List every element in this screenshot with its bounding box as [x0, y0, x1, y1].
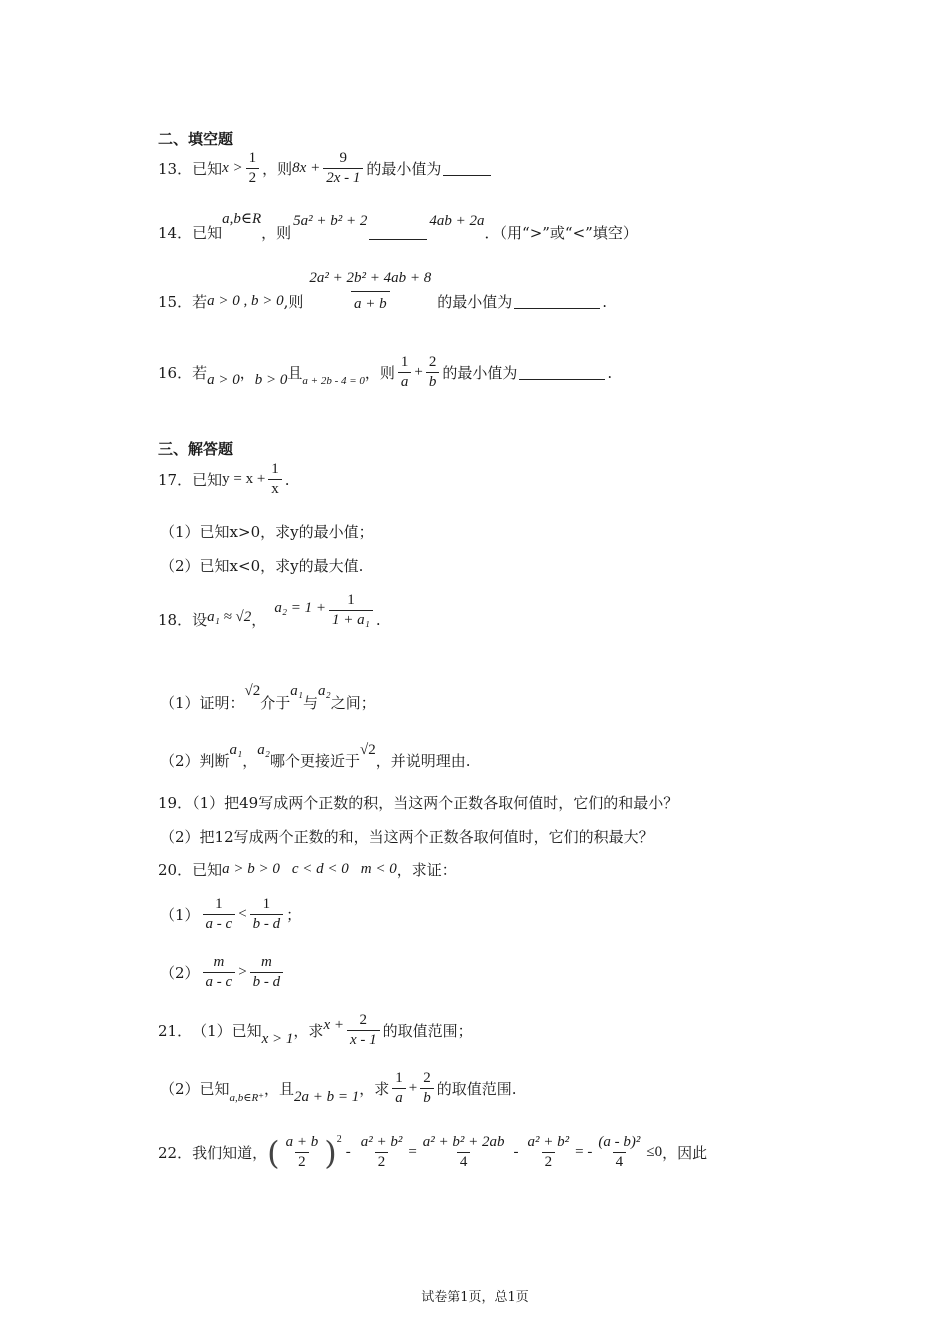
q18-p2-a2: a₂: [257, 742, 270, 758]
q20-p1-frac1: [203, 896, 236, 933]
q16-frac2-num: 2: [428, 354, 437, 370]
q15-frac-den: a + b: [351, 291, 390, 313]
q15-frac: [306, 270, 434, 313]
q21-p2-n2: 2: [423, 1070, 431, 1086]
q16-and: 且: [287, 364, 303, 382]
q22-t1-den: 2: [295, 1152, 309, 1171]
q18-frac: [329, 592, 373, 629]
q16-lead: 若: [192, 364, 208, 382]
q14-number: 14．: [158, 224, 193, 242]
q16-frac1-den: a: [398, 372, 412, 391]
q16-c1: a > 0: [207, 372, 240, 388]
q15-number: 15．: [158, 293, 193, 311]
q21-p2-cond: a,b∈R⁺: [229, 1092, 264, 1104]
q21-p2-c: 2a + b = 1: [293, 1089, 360, 1105]
q18-p2-sqrt: √2: [360, 742, 376, 758]
q13-expr-num: 9: [339, 150, 348, 166]
q18-number: 18．: [158, 611, 193, 629]
q14-answer-blank: [369, 225, 427, 240]
q21-p1-b: ，求: [293, 1022, 324, 1040]
q18-p1-a2: a₂: [318, 683, 331, 699]
q20-p2-frac2: [250, 954, 284, 991]
q20-part1: [160, 896, 301, 933]
q14-cond: a,b∈R: [222, 211, 262, 227]
question-18: [158, 591, 381, 630]
q18-lead: 设: [192, 611, 208, 629]
q19-line2: （2）把12写成两个正数的和，当这两个正数各取何值时，它们的积最大？: [160, 828, 654, 846]
question-22: 22． 我们知道， ( $\frac{a + b}{2}$ ) 2 - $\frac{\text{a² + b²}}{2}$ = $\frac{\text{a² + b² + 2ab}}{4}$ - $\frac{\text{a² + b²}}{2}$ = - $\frac{\text{(a - b)²}}{4}$ ≤0 ，因此: [158, 1133, 708, 1172]
q18-p2-a1: a₁: [229, 742, 243, 758]
q15-frac-num: 2a² + 2b² + 4ab + 8: [309, 270, 432, 286]
q18-p1-c: 介于: [260, 694, 291, 712]
question-13: [158, 150, 493, 187]
q22-t4: [525, 1134, 573, 1171]
q20-c1: a > b > 0: [222, 861, 280, 877]
q20-p1-frac2: [250, 896, 284, 933]
q21-p2-n1: 1: [395, 1070, 403, 1086]
q13-expr: 8x +: [292, 160, 321, 176]
q13-lead: 已知: [192, 160, 223, 178]
question-15: [158, 270, 607, 313]
q22-t5: [595, 1134, 643, 1171]
q21-p2-frac2: [420, 1070, 434, 1107]
q16-frac1: [398, 354, 412, 391]
q13-mid: ，则: [262, 160, 293, 178]
q18-sep: ，: [251, 611, 267, 629]
q19-line1: 19．（1）把49写成两个正数的积，当这两个正数各取何值时，它们的和最小？: [158, 794, 679, 812]
q20-p2-label: （2）: [160, 964, 200, 982]
q22-minus: -: [345, 1144, 351, 1160]
question-14: [158, 208, 638, 243]
q13-expr-frac: [323, 150, 363, 187]
q22-t3: [420, 1134, 508, 1171]
q17-part2: （2）已知x<0，求y的最大值.: [160, 557, 364, 575]
q14-left: 5a² + b² + 2: [293, 213, 368, 229]
q18-p2-a: （2）判断: [160, 752, 230, 770]
q20-part2: [160, 954, 286, 991]
q16-frac1-num: 1: [400, 354, 409, 370]
q18-p2-e: 哪个更接近于: [270, 752, 361, 770]
q17-end: .: [284, 470, 290, 489]
q22-t1-num: a + b: [285, 1134, 319, 1150]
question-16: [158, 354, 612, 391]
q20-p1-op: <: [238, 906, 247, 922]
q16-plus: +: [414, 364, 423, 380]
q13-cond-den: 2: [246, 168, 260, 187]
q16-c3: a + 2b - 4 = 0: [302, 374, 365, 387]
q21-p1-frac: [347, 1012, 380, 1049]
q20-p1-end: ；: [286, 906, 302, 924]
q15-cond: a > 0 , b > 0: [207, 293, 284, 309]
q20-p2-d1: a - c: [203, 972, 236, 991]
q20-lead: 已知: [192, 861, 223, 879]
q21-p2-b: ，且: [263, 1080, 294, 1098]
q20-p2-n1: m: [213, 954, 225, 970]
q21-p2-d1: a: [392, 1088, 406, 1107]
q21-p2-d: ，求: [359, 1080, 390, 1098]
q16-frac2-den: b: [426, 372, 440, 391]
q15-answer-blank: [514, 294, 600, 309]
q22-square: 2: [336, 1134, 342, 1145]
q18-p1-g: 之间；: [330, 694, 376, 712]
q22-t4-num: a² + b²: [527, 1134, 570, 1150]
q13-number: 13．: [158, 160, 193, 178]
q21-part2: （2）已知 a,b∈R⁺ ，且 2a + b = 1 ，求 $\frac{1}{a}$ + $\frac{2}{b}$ 的取值范围.: [160, 1070, 517, 1106]
q22-eq: =: [408, 1144, 417, 1160]
q18-part2: [160, 734, 471, 771]
q20-p2-d2: b - d: [250, 972, 284, 991]
q17-number: 17．: [158, 471, 193, 489]
q13-tail: 的最小值为: [366, 160, 442, 178]
q14-right: 4ab + 2a: [429, 213, 485, 229]
q14-mid: ，则: [261, 224, 292, 242]
page-footer: 试卷第1页，总1页: [421, 1290, 529, 1305]
question-20: [158, 859, 457, 880]
q20-c2: c < d < 0: [291, 861, 349, 877]
q20-p2-op: >: [238, 964, 247, 980]
q18-p1-e: 与: [303, 694, 319, 712]
q15-mid: ,则: [283, 293, 304, 311]
q22-le: ≤0: [646, 1144, 663, 1160]
q16-sep: ，: [239, 364, 255, 382]
q20-p1-d2: b - d: [250, 914, 284, 933]
q22-t4-den: 2: [542, 1152, 556, 1171]
q13-cond-num: 1: [248, 150, 257, 166]
q21-p1-expr: x +: [323, 1017, 344, 1033]
section-fill-blank: 二、填空题: [158, 130, 234, 148]
q20-p1-n1: 1: [215, 896, 223, 912]
q21-p2-d2: b: [420, 1088, 434, 1107]
q21-p2-a: （2）已知: [160, 1080, 230, 1098]
q17-expr: y = x +: [222, 471, 266, 487]
q17-part1: （1）已知x>0，求y的最小值；: [160, 523, 374, 541]
q13-cond-frac: [246, 150, 260, 187]
q22-number: 22．: [158, 1144, 193, 1162]
q18-end: .: [375, 610, 381, 629]
q20-p1-n2: 1: [262, 896, 271, 912]
q17-frac-den: x: [268, 479, 282, 498]
section-answer: 三、解答题: [158, 440, 234, 458]
q15-lead: 若: [192, 293, 208, 311]
q13-expr-den: 2x - 1: [323, 168, 363, 187]
q22-t5-num: (a - b)²: [598, 1134, 641, 1150]
question-21: [158, 1012, 473, 1049]
q14-tail: ．（用“>”或“<”填空）: [484, 224, 638, 242]
q21-p1-a: （1）已知: [192, 1022, 262, 1040]
q22-t2-num: a² + b²: [360, 1134, 403, 1150]
q22-t2-den: 2: [375, 1152, 389, 1171]
q16-end: .: [607, 363, 613, 382]
q20-p1-d1: a - c: [203, 914, 236, 933]
q21-p1-n: 2: [359, 1012, 368, 1028]
q18-a2: a₂ = 1 +: [274, 600, 327, 616]
q16-mid: ，则: [364, 364, 395, 382]
q18-p1-a: （1）证明：: [160, 694, 245, 712]
q15-end: .: [602, 292, 608, 311]
q18-frac-den: 1 + a₁: [329, 610, 373, 629]
q22-tail: ，因此: [662, 1144, 708, 1162]
q22-t3-den: 4: [457, 1152, 471, 1171]
q20-c3: m < 0: [360, 861, 397, 877]
q21-p1-cond: x > 1: [261, 1031, 294, 1047]
q18-frac-num: 1: [347, 592, 355, 608]
q16-tail: 的最小值为: [442, 364, 518, 382]
q18-p1-a1: a₁: [290, 683, 304, 699]
q16-frac2: [426, 354, 440, 391]
q14-lead: 已知: [192, 224, 223, 242]
q20-number: 20．: [158, 861, 193, 879]
q21-p1-tail: 的取值范围；: [382, 1022, 473, 1040]
q16-c2: b > 0: [254, 372, 288, 388]
q22-t1: [283, 1134, 322, 1171]
q21-p2-tail: 的取值范围.: [436, 1080, 517, 1098]
q16-answer-blank: [519, 365, 605, 380]
q15-tail: 的最小值为: [437, 293, 513, 311]
q20-p1-label: （1）: [160, 906, 200, 924]
q18-p1-sqrt: √2: [244, 683, 261, 699]
q21-p2-frac1: [392, 1070, 406, 1107]
q20-p2-frac1: [203, 954, 236, 991]
q22-t5-den: 4: [613, 1152, 627, 1171]
q21-p1-d: x - 1: [347, 1030, 380, 1049]
q20-p2-n2: m: [261, 954, 272, 970]
q18-p2-g: ，并说明理由.: [375, 752, 471, 770]
q22-eq2: = -: [575, 1144, 593, 1160]
q21-number: 21．: [158, 1022, 193, 1040]
q18-part1: [160, 676, 376, 713]
question-17: [158, 461, 290, 498]
q13-cond: x >: [222, 160, 243, 176]
q13-answer-blank: [443, 161, 491, 176]
q17-frac: [268, 461, 282, 498]
q17-lead: 已知: [192, 471, 223, 489]
q22-lead: 我们知道，: [192, 1144, 268, 1162]
q17-frac-num: 1: [271, 461, 279, 477]
q18-a1: a₁ ≈ √2: [207, 609, 252, 625]
q20-tail: ，求证：: [396, 861, 457, 879]
q22-t2: [358, 1134, 406, 1171]
q22-t3-num: a² + b² + 2ab: [422, 1134, 505, 1150]
q18-p2-c: ，: [242, 752, 258, 770]
q16-number: 16．: [158, 364, 193, 382]
